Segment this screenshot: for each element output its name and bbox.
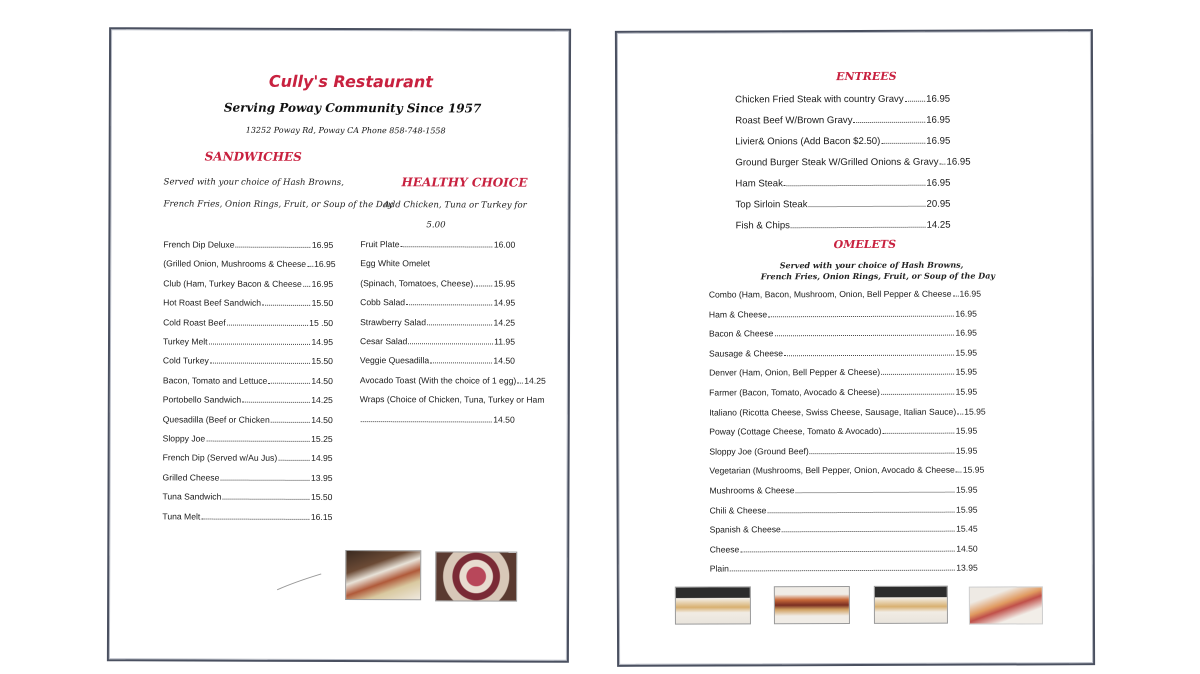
menu-item-price: 14.50 (493, 355, 515, 367)
dot-leader (303, 286, 311, 287)
menu-item-name: Hot Roast Beef Sandwich (163, 297, 262, 308)
menu-item-price: 15.95 (955, 425, 978, 436)
pen-mark (275, 570, 325, 594)
restaurant-tagline: Serving Poway Community Since 1957 (223, 100, 482, 116)
dot-leader (220, 479, 310, 480)
menu-item-price: 16.95 (926, 93, 951, 105)
menu-item-name: Sloppy Joe (162, 433, 206, 444)
menu-item-name: Fish & Chips (735, 220, 790, 232)
menu-item-name: Combo (Ham, Bacon, Mushroom, Onion, Bell Pepper & Cheese (708, 288, 952, 300)
menu-item-name: Tuna Melt (162, 510, 201, 522)
menu-item-name: Farmer (Bacon, Tomato, Avocado & Cheese) (709, 386, 880, 398)
menu-item-price: 14.95 (311, 336, 334, 347)
menu-item (709, 426, 977, 437)
dot-leader (401, 246, 493, 247)
menu-item (710, 563, 978, 574)
menu-item-price: 16.95 (955, 308, 977, 319)
menu-item (360, 258, 515, 269)
dot-leader (784, 185, 926, 186)
menu-item-name: Mushrooms & Cheese (709, 485, 795, 496)
dot-leader (740, 550, 955, 552)
sandwiches-note-line2: French Fries, Onion Rings, Fruit, or Soup of the Day (163, 199, 393, 211)
dot-leader (767, 511, 955, 513)
menu-item-name: Spanish & Cheese (709, 524, 781, 535)
menu-item (359, 394, 545, 405)
menu-item-price: 16.95 (955, 327, 977, 338)
healthy-note-line2: 5.00 (426, 220, 446, 231)
menu-item-name: Roast Beef W/Brown Gravy (735, 115, 853, 127)
menu-item-price: 15.95 (964, 406, 986, 417)
dot-leader (810, 452, 955, 454)
menu-item (162, 511, 332, 522)
menu-item-name: Tuna Sandwich (162, 491, 222, 502)
menu-item-name: Cesar Salad (359, 336, 408, 347)
dot-leader (882, 433, 954, 434)
dot-leader (427, 324, 493, 325)
menu-item (163, 356, 333, 367)
menu-item-price: 14.50 (311, 375, 333, 386)
menu-item-price: 16.95 (311, 278, 334, 289)
menu-item-price: 16.95 (946, 156, 971, 168)
menu-item-name: Wraps (Choice of Chicken, Tuna, Turkey or Ham (359, 394, 545, 405)
menu-item-name: Cheese (709, 544, 740, 555)
restaurant-address: 13252 Poway Rd, Poway CA Phone 858-748-1558 (245, 125, 446, 136)
menu-item-price: 16.95 (959, 288, 982, 299)
menu-item (735, 94, 950, 106)
menu-item-name: Ground Burger Steak W/Grilled Onions & Gravy (735, 156, 939, 169)
menu-item-price: 15.50 (311, 356, 333, 367)
menu-item-name: (Grilled Onion, Mushrooms & Cheese (163, 258, 307, 270)
menu-item-price: 15.95 (955, 386, 978, 397)
menu-item-price: 16.95 (926, 177, 951, 189)
sandwiches-heading: SANDWICHES (204, 149, 302, 164)
menu-item (709, 387, 977, 398)
menu-item-name: Bacon & Cheese (708, 328, 774, 339)
healthy-heading: HEALTHY CHOICE (401, 175, 528, 190)
menu-item-name: Bacon, Tomato and Lettuce (162, 375, 268, 386)
menu-item-name: Quesadilla (Beef or Chicken (162, 413, 270, 425)
menu-item-price: 14.95 (493, 297, 516, 308)
menu-item-price: 16.15 (310, 511, 333, 522)
menu-item-price: 14.25 (311, 395, 333, 406)
menu-item (360, 278, 515, 289)
food-photo-plate (969, 586, 1043, 624)
menu-item-price: 15.45 (956, 523, 978, 534)
menu-item-name: Cold Roast Beef (163, 316, 226, 328)
menu-item-name: Turkey Melt (162, 336, 208, 347)
menu-item (735, 199, 950, 211)
menu-item-name: Livier& Onions (Add Bacon $2.50) (735, 135, 881, 148)
menu-item (360, 414, 515, 425)
dot-leader (881, 374, 954, 375)
menu-item-price: 14.50 (493, 414, 515, 425)
menu-item (709, 485, 977, 496)
menu-item-price: 14.50 (956, 543, 978, 554)
dot-leader (236, 247, 311, 248)
menu-item (163, 336, 333, 347)
menu-item-name: Sausage & Cheese (709, 348, 784, 359)
menu-item-price: 15.95 (956, 504, 978, 515)
dot-leader (406, 304, 493, 305)
menu-item-price: 13.95 (311, 472, 333, 483)
restaurant-name: Cully's Restaurant (268, 71, 433, 92)
menu-item (710, 543, 978, 554)
menu-item-price: 15.95 (962, 464, 985, 476)
menu-item-price: 14.50 (311, 414, 333, 425)
dot-leader (881, 143, 925, 144)
menu-item (710, 504, 978, 515)
menu-item-name: Chicken Fried Steak with country Gravy (735, 93, 904, 106)
menu-item-name: Denver (Ham, Onion, Bell Pepper & Cheese) (709, 367, 881, 378)
dot-leader (271, 421, 310, 422)
dot-leader (957, 413, 963, 414)
dot-leader (952, 296, 958, 297)
menu-item-price: 16.00 (493, 239, 516, 250)
menu-item (360, 355, 515, 366)
menu-item (735, 156, 971, 169)
menu-item-price: 13.95 (956, 562, 978, 574)
menu-item-price: 15.95 (955, 484, 978, 495)
menu-item-name: Veggie Quesadilla (359, 355, 430, 366)
dot-leader (782, 531, 955, 533)
menu-item-name: Strawberry Salad (360, 316, 427, 327)
menu-item (163, 239, 333, 250)
menu-item-name: Top Sirloin Steak (735, 199, 808, 211)
dot-leader (774, 335, 954, 337)
menu-item-price: 15.50 (310, 492, 333, 503)
menu-item-name: French Dip (Served w/Au Jus) (162, 452, 278, 464)
menu-item (163, 278, 333, 289)
menu-item (162, 492, 332, 503)
dot-leader (854, 122, 926, 123)
menu-item (163, 375, 333, 386)
sandwiches-note-line1: Served with your choice of Hash Browns, (163, 177, 344, 189)
dot-leader (905, 101, 925, 102)
menu-item-price: 14.25 (493, 317, 516, 328)
menu-item-price: 15.95 (493, 278, 516, 289)
menu-item-name: Fruit Plate (360, 239, 400, 250)
menu-item (360, 336, 515, 347)
menu-item-name: Club (Ham, Turkey Bacon & Cheese (163, 278, 302, 289)
menu-item (163, 472, 333, 483)
menu-item-name: Sloppy Joe (Ground Beef) (709, 445, 809, 457)
dot-leader (791, 227, 926, 228)
food-photo-steak (345, 550, 421, 600)
dot-leader (730, 570, 955, 572)
menu-item (708, 288, 982, 300)
dot-leader (227, 324, 309, 325)
menu-item-name: French Dip Deluxe (163, 239, 235, 250)
menu-item-price: 16.95 (926, 135, 951, 147)
dot-leader (430, 363, 492, 364)
menu-item-name: (Spinach, Tomatoes, Cheese). (360, 277, 476, 289)
dot-leader (278, 460, 310, 461)
menu-item (163, 395, 333, 406)
menu-item-name: Poway (Cottage Cheese, Tomato & Avocado) (709, 426, 882, 437)
dot-leader (517, 382, 523, 383)
menu-item (709, 328, 977, 339)
menu-item-price: 20.95 (926, 198, 951, 210)
menu-item-price: 16.95 (926, 114, 951, 126)
menu-item-price: 11.95 (494, 336, 516, 347)
menu-item (359, 374, 546, 386)
dot-leader (408, 343, 493, 344)
menu-item-price: 16.95 (311, 239, 334, 250)
menu-item (163, 258, 336, 270)
menu-item (709, 445, 977, 456)
dot-leader (268, 383, 310, 384)
dot-leader (477, 285, 493, 286)
dot-leader (307, 266, 313, 267)
menu-item-name: Plain (709, 563, 729, 574)
dot-leader (809, 206, 926, 207)
dot-leader (768, 315, 954, 317)
dot-leader (940, 164, 946, 165)
dot-leader (242, 402, 310, 403)
menu-item-price: 15.95 (955, 445, 978, 456)
menu-item-name: Portobello Sandwich (162, 394, 242, 405)
menu-item-name: Grilled Cheese (162, 472, 220, 483)
dot-leader (956, 472, 962, 473)
menu-item (360, 317, 515, 328)
menu-item-name: Chili & Cheese (709, 504, 767, 516)
menu-item-price: 15.95 (955, 347, 978, 358)
food-photo-omelet-1 (675, 586, 751, 624)
menu-item-name: Cobb Salad (360, 297, 406, 308)
dot-leader (784, 354, 954, 356)
menu-item (735, 136, 950, 148)
menu-item (709, 367, 977, 378)
menu-item-name: Vegetarian (Mushrooms, Bell Pepper, Onion, Avocado & Cheese (709, 465, 955, 476)
menu-item-price: 14.25 (926, 219, 951, 231)
menu-item-name: Ham Steak (735, 178, 783, 190)
menu-item (163, 317, 333, 328)
menu-item-price: 15.25 (311, 433, 333, 444)
menu-item (710, 524, 978, 535)
menu-item (709, 308, 977, 319)
menu-item (735, 115, 950, 127)
menu-item-name: Ham & Cheese (708, 308, 768, 320)
food-photo-platter (435, 551, 517, 601)
menu-item (163, 433, 333, 444)
menu-item (163, 298, 333, 309)
dot-leader (881, 394, 955, 395)
food-photo-omelet-2 (874, 586, 948, 624)
dot-leader (210, 363, 311, 364)
dot-leader (206, 441, 310, 442)
menu-item (163, 414, 333, 425)
menu-item (709, 464, 985, 476)
menu-item (360, 297, 515, 308)
menu-item-name: Avocado Toast (With the choice of 1 egg) (359, 374, 517, 386)
dot-leader (361, 421, 492, 422)
menu-item (360, 239, 515, 250)
entrees-heading: ENTREES (836, 69, 897, 84)
menu-item-name: Cold Turkey (162, 355, 209, 366)
dot-leader (796, 492, 955, 494)
menu-item-name: Italiano (Ricotta Cheese, Swiss Cheese, Sausage, Italian Sauce) (709, 406, 957, 418)
menu-item-price: 14.95 (311, 453, 333, 464)
menu-page-left (107, 27, 571, 663)
menu-item-price: 15 .50 (309, 317, 334, 328)
menu-page-right (615, 29, 1095, 667)
menu-item-price: 14.25 (524, 375, 546, 386)
menu-item (709, 347, 977, 358)
menu-item (736, 220, 951, 232)
healthy-note-line1: Add Chicken, Tuna or Turkey for (383, 200, 527, 211)
omelets-note-line1: Served with your choice of Hash Browns, (779, 259, 964, 271)
menu-item-price: 15.95 (955, 366, 978, 378)
dot-leader (209, 344, 311, 345)
menu-item-name: Egg White Omelet (360, 258, 431, 269)
menu-item (709, 406, 986, 418)
omelets-heading: OMELETS (833, 237, 897, 252)
omelets-note-line2: French Fries, Onion Rings, Fruit, or Soup of the Day (760, 270, 996, 282)
dot-leader (262, 305, 311, 306)
dot-leader (222, 499, 310, 500)
menu-item-price: 15.50 (311, 298, 334, 309)
menu-item-price: 16.95 (314, 259, 336, 270)
menu-item (163, 453, 333, 464)
food-photo-sandwich (774, 586, 850, 624)
dot-leader (201, 518, 310, 519)
menu-item (735, 178, 950, 190)
